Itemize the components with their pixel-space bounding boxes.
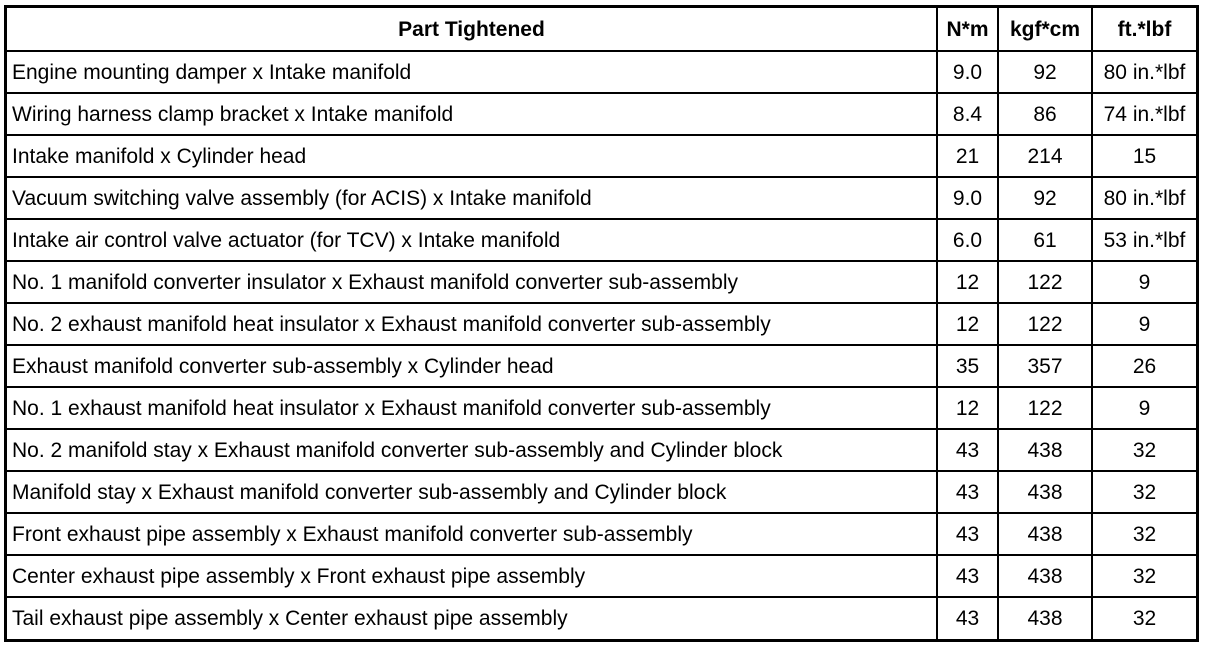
- header-row: [7, 8, 1196, 51]
- cell-newton-meters: 8.4: [937, 93, 998, 135]
- table-row: [7, 93, 1196, 135]
- cell-part-tightened: Center exhaust pipe assembly x Front exhaust pipe assembly: [7, 555, 937, 597]
- header-kgf-cm: kgf*cm: [998, 8, 1092, 51]
- cell-ft-lbf: 32: [1092, 471, 1196, 513]
- cell-kgf-cm: 357: [998, 345, 1092, 387]
- cell-newton-meters: 12: [937, 387, 998, 429]
- cell-part-tightened: Front exhaust pipe assembly x Exhaust manifold converter sub-assembly: [7, 513, 937, 555]
- cell-ft-lbf: 32: [1092, 513, 1196, 555]
- cell-newton-meters: 43: [937, 471, 998, 513]
- header-newton-meters: N*m: [937, 8, 998, 51]
- cell-ft-lbf: 32: [1092, 597, 1196, 639]
- cell-kgf-cm: 92: [998, 51, 1092, 93]
- cell-newton-meters: 9.0: [937, 177, 998, 219]
- cell-part-tightened: No. 1 exhaust manifold heat insulator x Exhaust manifold converter sub-assembly: [7, 387, 937, 429]
- header-ft-lbf: ft.*lbf: [1092, 8, 1196, 51]
- cell-ft-lbf: 74 in.*lbf: [1092, 93, 1196, 135]
- cell-part-tightened: Engine mounting damper x Intake manifold: [7, 51, 937, 93]
- cell-ft-lbf: 53 in.*lbf: [1092, 219, 1196, 261]
- cell-kgf-cm: 122: [998, 387, 1092, 429]
- cell-ft-lbf: 80 in.*lbf: [1092, 51, 1196, 93]
- cell-part-tightened: Exhaust manifold converter sub-assembly x Cylinder head: [7, 345, 937, 387]
- cell-newton-meters: 43: [937, 513, 998, 555]
- cell-kgf-cm: 122: [998, 261, 1092, 303]
- cell-kgf-cm: 92: [998, 177, 1092, 219]
- table-row: [7, 597, 1196, 639]
- cell-newton-meters: 35: [937, 345, 998, 387]
- cell-kgf-cm: 122: [998, 303, 1092, 345]
- table-row: [7, 387, 1196, 429]
- cell-ft-lbf: 9: [1092, 261, 1196, 303]
- cell-newton-meters: 9.0: [937, 51, 998, 93]
- cell-ft-lbf: 32: [1092, 555, 1196, 597]
- cell-part-tightened: Vacuum switching valve assembly (for ACIS) x Intake manifold: [7, 177, 937, 219]
- cell-newton-meters: 43: [937, 429, 998, 471]
- table-row: [7, 303, 1196, 345]
- cell-ft-lbf: 9: [1092, 303, 1196, 345]
- table-row: [7, 513, 1196, 555]
- cell-part-tightened: No. 1 manifold converter insulator x Exhaust manifold converter sub-assembly: [7, 261, 937, 303]
- table-row: [7, 135, 1196, 177]
- cell-ft-lbf: 15: [1092, 135, 1196, 177]
- cell-kgf-cm: 214: [998, 135, 1092, 177]
- cell-newton-meters: 21: [937, 135, 998, 177]
- cell-kgf-cm: 61: [998, 219, 1092, 261]
- cell-newton-meters: 43: [937, 555, 998, 597]
- table-row: [7, 429, 1196, 471]
- cell-kgf-cm: 438: [998, 513, 1092, 555]
- header-part-tightened: Part Tightened: [7, 8, 937, 51]
- table-row: [7, 261, 1196, 303]
- cell-newton-meters: 43: [937, 597, 998, 639]
- torque-spec-table-frame: [4, 5, 1199, 642]
- cell-newton-meters: 12: [937, 303, 998, 345]
- cell-kgf-cm: 438: [998, 471, 1092, 513]
- cell-part-tightened: Tail exhaust pipe assembly x Center exhaust pipe assembly: [7, 597, 937, 639]
- cell-ft-lbf: 26: [1092, 345, 1196, 387]
- table-row: [7, 555, 1196, 597]
- table-row: [7, 345, 1196, 387]
- table-row: [7, 219, 1196, 261]
- cell-newton-meters: 6.0: [937, 219, 998, 261]
- cell-part-tightened: No. 2 exhaust manifold heat insulator x Exhaust manifold converter sub-assembly: [7, 303, 937, 345]
- table-row: [7, 471, 1196, 513]
- table-row: [7, 51, 1196, 93]
- cell-kgf-cm: 438: [998, 555, 1092, 597]
- torque-spec-table: [7, 8, 1196, 639]
- table-row: [7, 177, 1196, 219]
- cell-ft-lbf: 9: [1092, 387, 1196, 429]
- cell-ft-lbf: 80 in.*lbf: [1092, 177, 1196, 219]
- cell-part-tightened: Wiring harness clamp bracket x Intake manifold: [7, 93, 937, 135]
- cell-ft-lbf: 32: [1092, 429, 1196, 471]
- cell-part-tightened: Intake manifold x Cylinder head: [7, 135, 937, 177]
- cell-part-tightened: Manifold stay x Exhaust manifold converter sub-assembly and Cylinder block: [7, 471, 937, 513]
- cell-newton-meters: 12: [937, 261, 998, 303]
- cell-part-tightened: No. 2 manifold stay x Exhaust manifold converter sub-assembly and Cylinder block: [7, 429, 937, 471]
- cell-kgf-cm: 438: [998, 597, 1092, 639]
- cell-kgf-cm: 438: [998, 429, 1092, 471]
- cell-kgf-cm: 86: [998, 93, 1092, 135]
- cell-part-tightened: Intake air control valve actuator (for TCV) x Intake manifold: [7, 219, 937, 261]
